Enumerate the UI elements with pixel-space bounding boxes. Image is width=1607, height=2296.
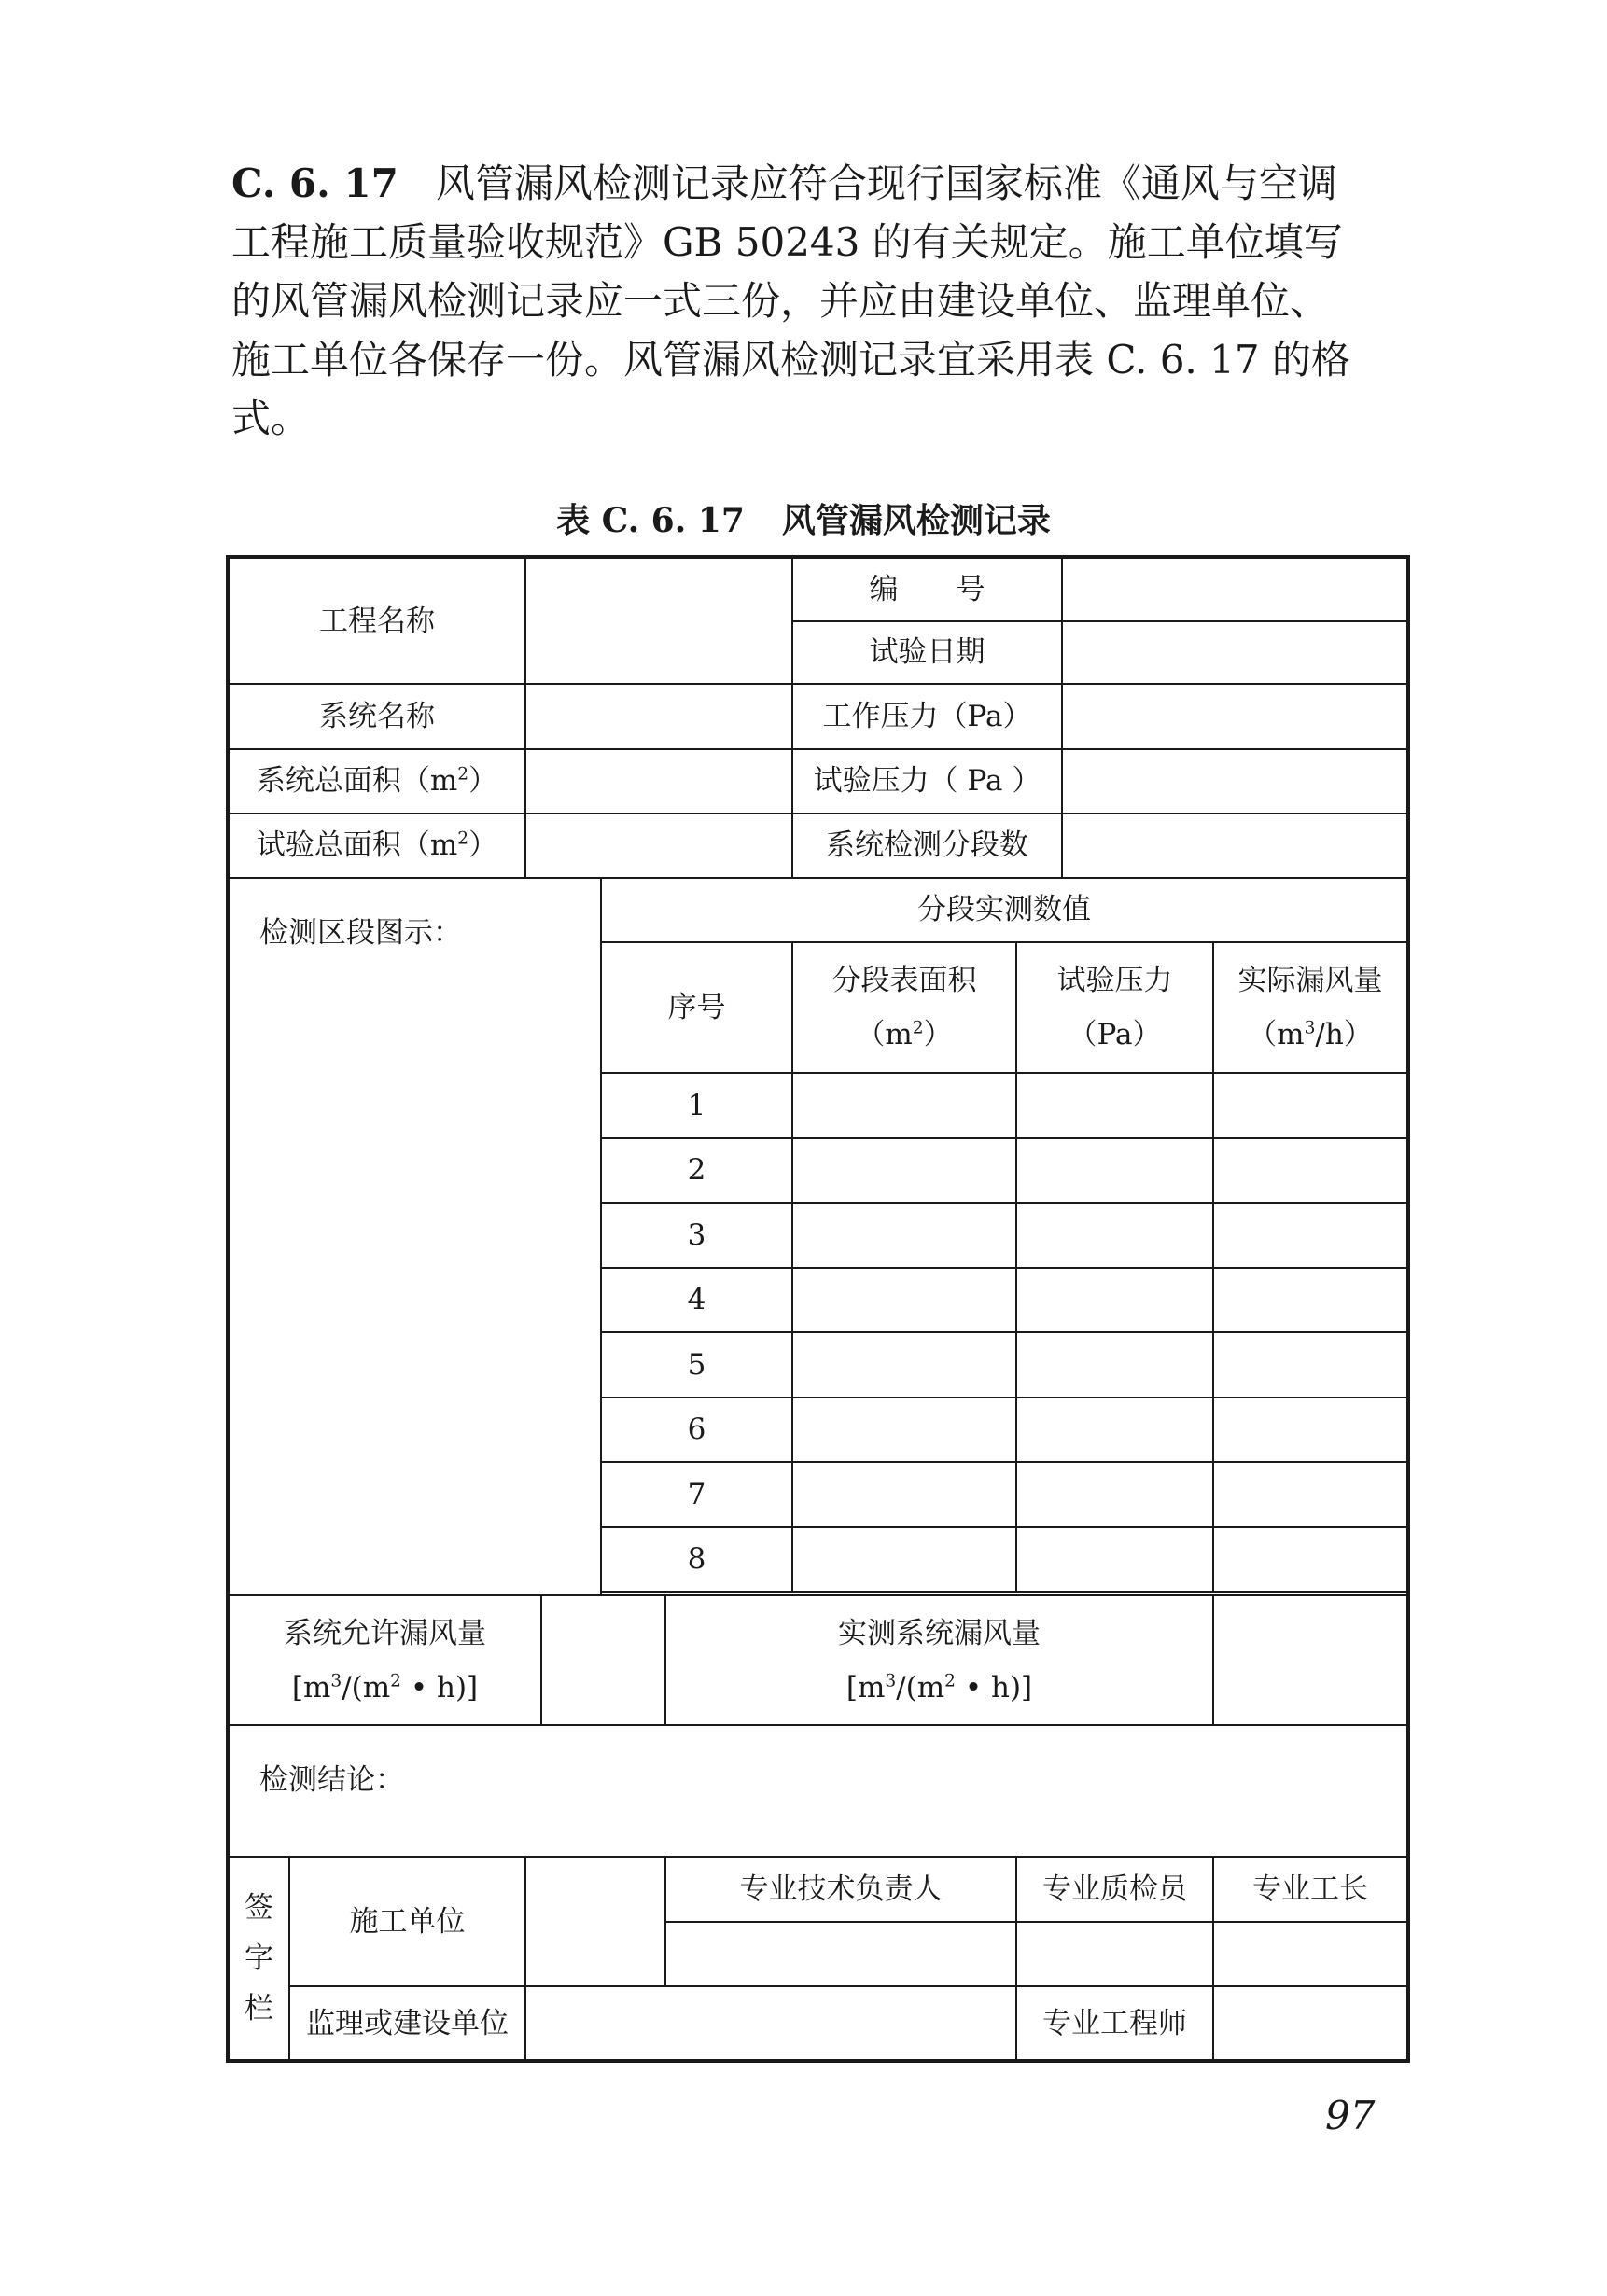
paragraph xyxy=(231,154,1417,448)
label-tech-lead: 专业技术负责人 xyxy=(665,1857,1016,1922)
cell-area[interactable] xyxy=(792,1138,1016,1204)
field-system-total-area[interactable] xyxy=(525,749,792,814)
page-number: 97 xyxy=(1325,2093,1376,2138)
cell-pressure[interactable] xyxy=(1016,1398,1213,1463)
row-number: 7 xyxy=(601,1462,792,1527)
label-conclusion: 检测结论： xyxy=(259,1763,404,1798)
field-serial-no[interactable] xyxy=(1062,557,1408,621)
paragraph-line-1: C. 6. 17 风管漏风检测记录应符合现行国家标准《通风与空调 xyxy=(231,160,1337,206)
sign-tech-lead[interactable] xyxy=(665,1922,1016,1987)
label-serial-no: 编 号 xyxy=(792,557,1062,621)
field-supervision-unit[interactable] xyxy=(525,1986,1016,2061)
row-number: 1 xyxy=(601,1073,792,1138)
cell-area[interactable] xyxy=(792,1073,1016,1138)
field-construction-unit[interactable] xyxy=(525,1857,665,1986)
label-supervision-unit: 监理或建设单位 xyxy=(289,1986,525,2061)
cell-pressure[interactable] xyxy=(1016,1138,1213,1204)
cell-area[interactable] xyxy=(792,1203,1016,1268)
cell-area[interactable] xyxy=(792,1398,1016,1463)
cell-leak[interactable] xyxy=(1213,1527,1408,1593)
cell-leak[interactable] xyxy=(1213,1268,1408,1333)
cell-leak[interactable] xyxy=(1213,1073,1408,1138)
sign-quality-inspector[interactable] xyxy=(1016,1922,1213,1987)
paragraph-line-2: 工程施工质量验收规范》GB 50243 的有关规定。施工单位填写 xyxy=(231,219,1343,265)
label-working-pressure: 工作压力（Pa） xyxy=(792,684,1062,749)
conclusion-area[interactable] xyxy=(228,1725,1408,1857)
diagram-area[interactable] xyxy=(228,878,601,1596)
label-test-pressure: 试验压力（ Pa ） xyxy=(792,749,1062,814)
label-foreman: 专业工长 xyxy=(1213,1857,1408,1922)
field-system-name[interactable] xyxy=(525,684,792,749)
cell-area[interactable] xyxy=(792,1332,1016,1398)
field-project-name[interactable] xyxy=(525,557,792,684)
cell-leak[interactable] xyxy=(1213,1203,1408,1268)
cell-pressure[interactable] xyxy=(1016,1462,1213,1527)
field-working-pressure[interactable] xyxy=(1062,684,1408,749)
table-title: 风管漏风检测记录 xyxy=(781,501,1051,540)
field-test-pressure[interactable] xyxy=(1062,749,1408,814)
label-system-total-area: 系统总面积$(m^2)$ xyxy=(228,749,525,814)
label-test-date: 试验日期 xyxy=(792,621,1062,685)
row-number: 3 xyxy=(601,1203,792,1268)
label-allowed-leak: 系统允许漏风量 [$m^3/(m^2$ • h)] xyxy=(228,1595,541,1725)
row-number: 4 xyxy=(601,1268,792,1333)
cell-area[interactable] xyxy=(792,1462,1016,1527)
paragraph-line-4: 施工单位各保存一份。风管漏风检测记录宜采用表 C. 6. 17 的格 xyxy=(231,337,1350,383)
cell-leak[interactable] xyxy=(1213,1332,1408,1398)
label-measured-leak: 实测系统漏风量 [$m^3/(m^2$ • h)] xyxy=(665,1595,1213,1725)
field-test-date[interactable] xyxy=(1062,621,1408,685)
sign-foreman[interactable] xyxy=(1213,1922,1408,1987)
label-measured-values: 分段实测数值 xyxy=(601,878,1408,943)
table-number: 表 C. 6. 17 xyxy=(556,501,745,540)
col-header-leak: 实际漏风量 $(m^3/h)$ xyxy=(1213,942,1408,1073)
cell-area[interactable] xyxy=(792,1527,1016,1593)
signature-column-label: 签 字 栏 xyxy=(228,1857,289,2061)
field-allowed-leak[interactable] xyxy=(541,1595,665,1725)
label-engineer: 专业工程师 xyxy=(1016,1986,1213,2061)
col-header-no: 序号 xyxy=(601,942,792,1073)
table-caption xyxy=(0,494,1607,542)
row-number: 8 xyxy=(601,1527,792,1593)
sign-engineer[interactable] xyxy=(1213,1986,1408,2061)
row-number: 2 xyxy=(601,1138,792,1204)
cell-pressure[interactable] xyxy=(1016,1203,1213,1268)
section-number: C. 6. 17 xyxy=(231,160,398,206)
row-number: 5 xyxy=(601,1332,792,1398)
label-construction-unit: 施工单位 xyxy=(289,1857,525,1986)
cell-pressure[interactable] xyxy=(1016,1073,1213,1138)
cell-pressure[interactable] xyxy=(1016,1527,1213,1593)
leak-test-record-table xyxy=(226,555,1410,2063)
label-system-name: 系统名称 xyxy=(228,684,525,749)
cell-area[interactable] xyxy=(792,1268,1016,1333)
label-segment-count: 系统检测分段数 xyxy=(792,814,1062,878)
paragraph-line-5: 式。 xyxy=(231,396,311,441)
label-test-total-area: 试验总面积$(m^2)$ xyxy=(228,814,525,878)
row-number: 6 xyxy=(601,1398,792,1463)
field-measured-leak[interactable] xyxy=(1213,1595,1408,1725)
cell-pressure[interactable] xyxy=(1016,1332,1213,1398)
cell-leak[interactable] xyxy=(1213,1138,1408,1204)
label-diagram: 检测区段图示： xyxy=(259,915,462,950)
paragraph-line-3: 的风管漏风检测记录应一式三份，并应由建设单位、监理单位、 xyxy=(231,278,1330,324)
col-header-pressure: 试验压力 （Pa） xyxy=(1016,942,1213,1073)
cell-leak[interactable] xyxy=(1213,1462,1408,1527)
field-test-total-area[interactable] xyxy=(525,814,792,878)
cell-leak[interactable] xyxy=(1213,1398,1408,1463)
field-segment-count[interactable] xyxy=(1062,814,1408,878)
col-header-area: 分段表面积 $(m^2)$ xyxy=(792,942,1016,1073)
label-quality-inspector: 专业质检员 xyxy=(1016,1857,1213,1922)
label-project-name: 工程名称 xyxy=(228,557,525,684)
cell-pressure[interactable] xyxy=(1016,1268,1213,1333)
